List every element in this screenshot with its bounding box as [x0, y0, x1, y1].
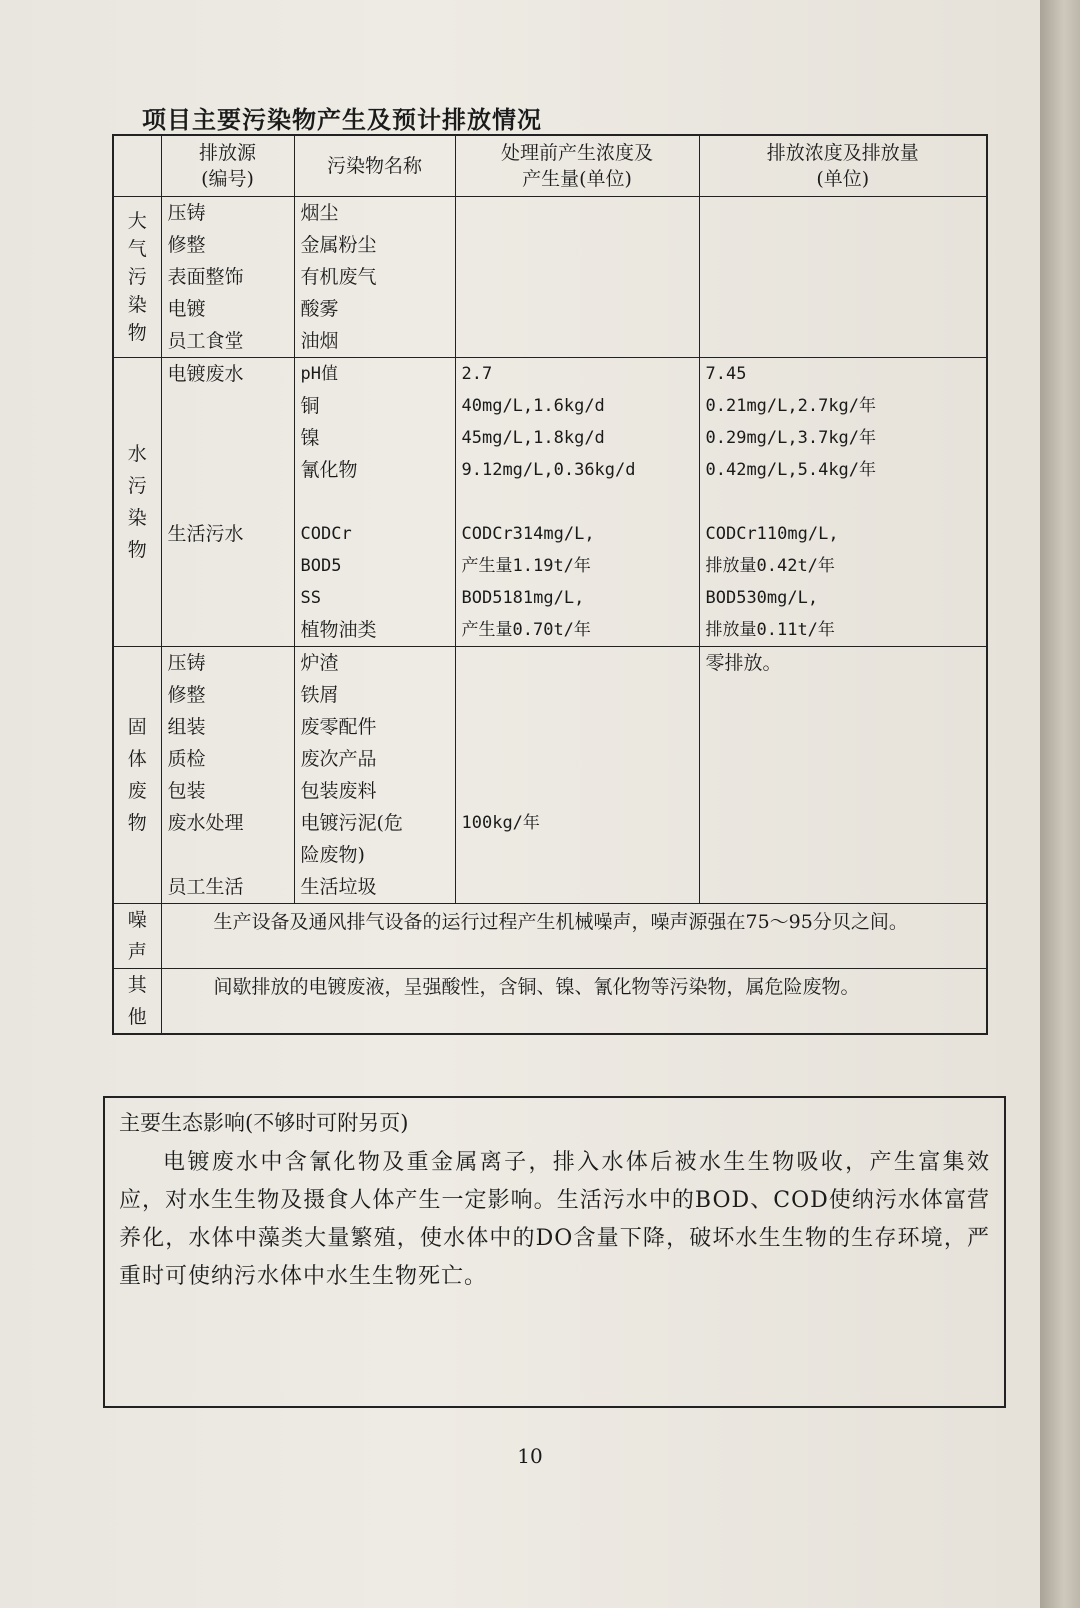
air-sources: 压铸 修整 表面整饰 电镀 员工食堂	[161, 197, 294, 358]
solid-before-treatment: 100kg/年	[455, 647, 699, 904]
noise-description: 生产设备及通风排气设备的运行过程产生机械噪声，噪声源强在75～95分贝之间。	[161, 904, 987, 969]
water-pollutant-row	[113, 358, 987, 647]
air-after-treatment	[699, 197, 987, 358]
air-before-treatment	[455, 197, 699, 358]
solid-pollutants: 炉渣 铁屑 废零配件 废次产品 包装废料 电镀污泥(危 险废物) 生活垃圾	[294, 647, 455, 904]
solid-waste-row	[113, 647, 987, 904]
header-source: 排放源 (编号)	[161, 135, 294, 197]
ecological-impact-text: 电镀废水中含氰化物及重金属离子，排入水体后被水生生物吸收，产生富集效应，对水生生物及摄食人体产生一定影响。生活污水中的BOD、COD使纳污水体富营养化，水体中藻类大量繁殖，使水体中的DO含量下降，破坏水生生物的生存环境，严重时可使纳污水体中水生生物死亡。	[119, 1150, 990, 1289]
other-description: 间歇排放的电镀废液，呈强酸性，含铜、镍、氰化物等污染物，属危险废物。	[161, 969, 987, 1035]
water-sources: 电镀废水 生活污水	[161, 358, 294, 647]
ecological-impact-heading: 主要生态影响(不够时可附另页)	[119, 1111, 409, 1135]
noise-row	[113, 904, 987, 969]
table-header-row	[113, 135, 987, 197]
water-before-treatment: 2.7 40mg/L,1.6kg/d 45mg/L,1.8kg/d 9.12mg/L,0.36kg/d CODCr314mg/L, 产生量1.19t/年 BOD5181mg/L, 产生量0.70t/年	[455, 358, 699, 647]
pollutant-table	[112, 134, 988, 1035]
water-after-treatment: 7.45 0.21mg/L,2.7kg/年 0.29mg/L,3.7kg/年 0.42mg/L,5.4kg/年 CODCr110mg/L, 排放量0.42t/年 BOD530mg/L, 排放量0.11t/年	[699, 358, 987, 647]
solid-after-treatment: 零排放。	[699, 647, 987, 904]
water-pollutants: pH值 铜 镍 氰化物 CODCr BOD5 SS 植物油类	[294, 358, 455, 647]
air-pollutant-row	[113, 197, 987, 358]
header-before-treatment: 处理前产生浓度及 产生量(单位)	[455, 135, 699, 197]
solid-sources: 压铸 修整 组装 质检 包装 废水处理 员工生活	[161, 647, 294, 904]
page-number: 10	[517, 1444, 543, 1468]
air-category-label: 大 气 污 染 物	[113, 197, 161, 358]
other-row	[113, 969, 987, 1035]
adjacent-page-edge	[1040, 0, 1080, 1608]
air-pollutants: 烟尘 金属粉尘 有机废气 酸雾 油烟	[294, 197, 455, 358]
other-category-label: 其 他	[113, 969, 161, 1035]
solid-category-label: 固 体 废 物	[113, 647, 161, 904]
header-pollutant: 污染物名称	[294, 135, 455, 197]
ecological-impact-section	[103, 1096, 1006, 1408]
header-after-treatment: 排放浓度及排放量 (单位)	[699, 135, 987, 197]
water-category-label: 水 污 染 物	[113, 358, 161, 647]
table-title: 项目主要污染物产生及预计排放情况	[142, 105, 542, 134]
header-category	[113, 135, 161, 197]
noise-category-label: 噪 声	[113, 904, 161, 969]
